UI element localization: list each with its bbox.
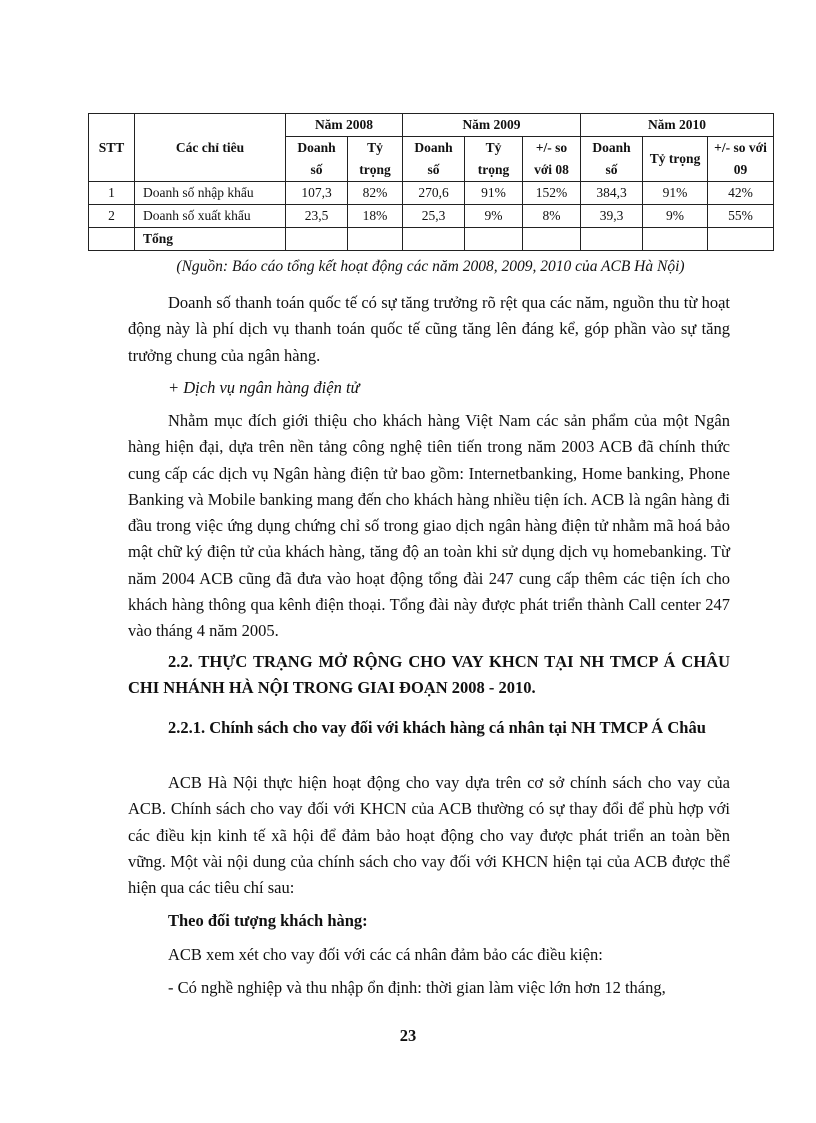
subheader-share-2008: Tỷ trọng [348,137,403,182]
table-source-caption: (Nguồn: Báo cáo tổng kết hoạt động các năm 2008, 2009, 2010 của ACB Hà Nội) [176,258,685,275]
cell-change-2009 [523,228,581,251]
cell-share-2010: 91% [643,182,708,205]
subheader-change-2009: +/- so với 08 [523,137,581,182]
subheader-share-2010: Tỷ trọng [643,137,708,182]
international-payment-table [88,113,774,251]
paragraph-e-banking: Nhằm mục đích giới thiệu cho khách hàng Việt Nam các sản phẩm của một Ngân hàng hiện đại, dựa trên nền tảng công nghệ tiên tiến trong năm 2003 ACB đã chính thức cung cấp các dịch vụ Ngân hàng điện tử bao gồm: Internetbanking, Home banking, Phone Banking và Mobile banking mang đến cho khách hàng nhiều tiện ích. ACB là ngân hàng đi đầu trong việc ứng dụng chứng chỉ số trong giao dịch ngân hàng điện tử nhằm mã hoá bảo mật chữ ký điện tử của khách hàng, tăng độ an toàn khi sử dụng dịch vụ homebanking. Từ năm 2004 ACB cũng đã đưa vào hoạt động tổng đài 247 cung cấp thêm các tiện ích cho khách hàng thông qua kênh điện thoại. Tổng đài này được phát triển thành Call center 247 vào tháng 4 năm 2005. [128,411,730,641]
cell-change-2010 [708,228,774,251]
cell-share-2008 [348,228,403,251]
cell-share-2009: 9% [465,205,523,228]
cell-name: Doanh số xuất khẩu [135,205,286,228]
header-stt: STT [89,114,135,182]
subheader-change-2010: +/- so với 09 [708,137,774,182]
header-year-2008: Năm 2008 [286,114,403,137]
header-criteria: Các chỉ tiêu [135,114,286,182]
cell-stt: 2 [89,205,135,228]
subheader-revenue-2008: Doanh số [286,137,348,182]
table-row [89,205,774,228]
subheader-revenue-2009: Doanh số [403,137,465,182]
subheader-share-2009: Tỷ trọng [465,137,523,182]
cell-revenue-2008 [286,228,348,251]
paragraph-payment-growth: Doanh số thanh toán quốc tế có sự tăng trưởng rõ rệt qua các năm, nguồn thu từ hoạt động này là phí dịch vụ thanh toán quốc tế cũng tăng lên đáng kể, góp phần vào sự tăng trưởng chung của ngân hàng. [128,293,730,365]
page-number: 23 [399,1026,417,1045]
cell-share-2008: 82% [348,182,403,205]
cell-share-2009 [465,228,523,251]
cell-revenue-2008: 23,5 [286,205,348,228]
cell-revenue-2010 [581,228,643,251]
cell-name: Doanh số nhập khẩu [135,182,286,205]
section-heading-2-2: 2.2. THỰC TRẠNG MỞ RỘNG CHO VAY KHCN TẠI NH TMCP Á CHÂU CHI NHÁNH HÀ NỘI TRONG GIAI ĐOẠN 2008 - 2010. [128,652,730,698]
section-heading-2-2-1: 2.2.1. Chính sách cho vay đối với khách hàng cá nhân tại NH TMCP Á Châu [168,718,706,737]
subsection-e-banking: + Dịch vụ ngân hàng điện tử [168,378,360,397]
cell-revenue-2010: 39,3 [581,205,643,228]
cell-name: Tổng [135,228,286,251]
paragraph-lending-policy: ACB Hà Nội thực hiện hoạt động cho vay dựa trên cơ sở chính sách cho vay của ACB. Chính sách cho vay đối với KHCN của ACB thường có sự thay đổi để phù hợp với các điều kịn kinh tế xã hội để đảm bảo hoạt động cho vay được phát triển an toàn bền vững. Một vài nội dung của chính sách cho vay đối với KHCN hiện tại của ACB được thể hiện qua các tiêu chí sau: [128,773,730,898]
subheader-revenue-2010: Doanh số [581,137,643,182]
table-header-row [89,114,774,137]
cell-revenue-2008: 107,3 [286,182,348,205]
heading-customer-target: Theo đối tượng khách hàng: [168,911,368,930]
cell-stt: 1 [89,182,135,205]
cell-share-2010: 9% [643,205,708,228]
cell-change-2009: 8% [523,205,581,228]
cell-change-2009: 152% [523,182,581,205]
header-year-2009: Năm 2009 [403,114,581,137]
cell-share-2009: 91% [465,182,523,205]
paragraph-condition-1: - Có nghề nghiệp và thu nhập ổn định: thời gian làm việc lớn hơn 12 tháng, [168,978,666,997]
table-row [89,182,774,205]
cell-stt [89,228,135,251]
table-row-total [89,228,774,251]
cell-revenue-2009 [403,228,465,251]
cell-revenue-2009: 270,6 [403,182,465,205]
cell-revenue-2010: 384,3 [581,182,643,205]
cell-share-2008: 18% [348,205,403,228]
header-year-2010: Năm 2010 [581,114,774,137]
cell-revenue-2009: 25,3 [403,205,465,228]
paragraph-conditions: ACB xem xét cho vay đối với các cá nhân đảm bảo các điều kiện: [168,945,603,964]
cell-share-2010 [643,228,708,251]
cell-change-2010: 55% [708,205,774,228]
cell-change-2010: 42% [708,182,774,205]
